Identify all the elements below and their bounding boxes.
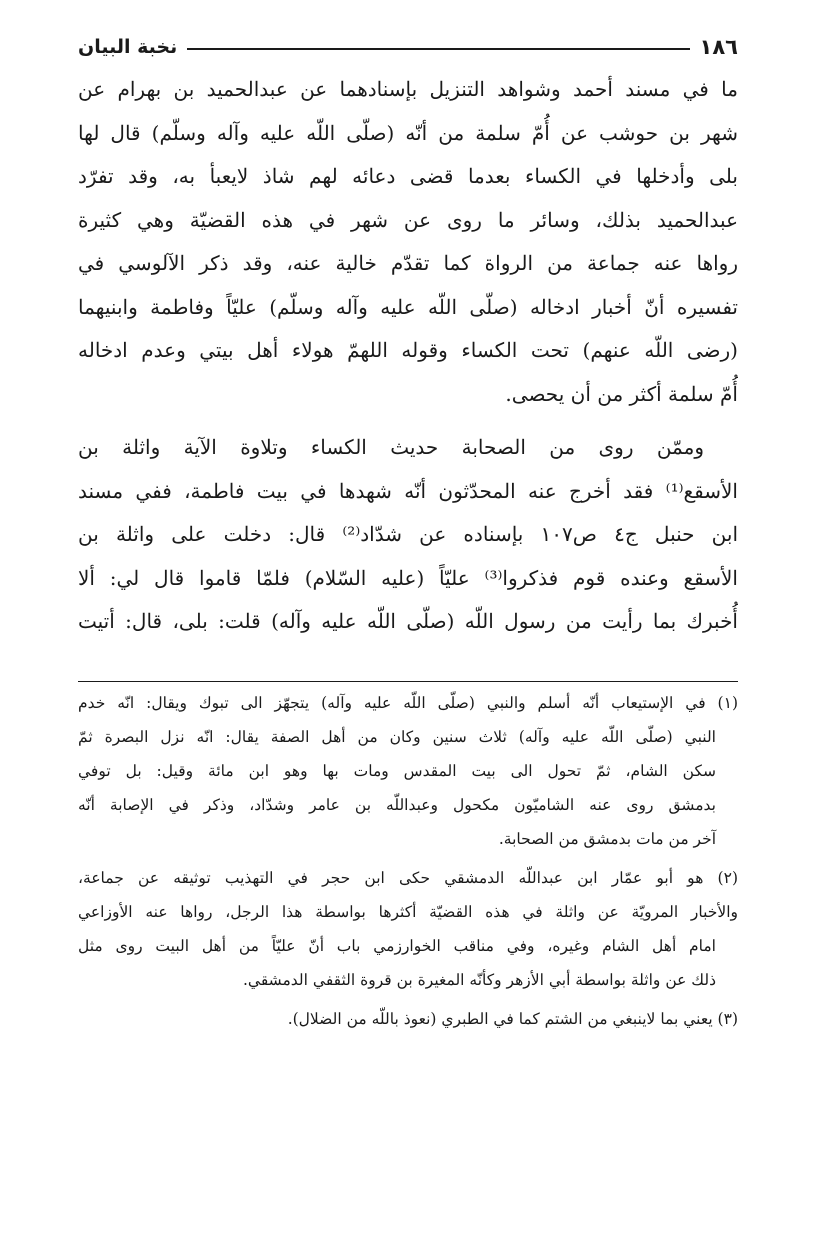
text-line: أُخبرك بما رأيت من رسول اللّه (صلّى اللّه عليه وآله) قلت: بلى، قال: أتيت: [78, 609, 738, 633]
paragraph-gap: [78, 416, 738, 426]
footnote-line: بدمشق روى عنه الشاميّون مكحول وعبداللّه بن عامر وشدّاد، وذكر في الإصابة أنّه: [78, 796, 716, 814]
text-line: وممّن روى من الصحابة حديث الكساء وتلاوة الآية واثلة بن: [78, 435, 704, 459]
text-line: (رضى اللّه عنهم) تحت الكساء وقوله اللهمّ هولاء أهل بيتي وعدم ادخاله: [78, 338, 738, 362]
footnote-line: (٣) يعني بما لاينبغي من الشتم كما في الطبري (نعوذ باللّه من الضلال).: [287, 1010, 738, 1028]
footnote-2: [78, 861, 738, 997]
header-rule: [187, 48, 689, 50]
text-line: شهر بن حوشب عن أُمّ سلمة من أنّه (صلّى اللّه عليه وآله وسلّم) قال لها: [78, 120, 738, 145]
footnote-separator: [78, 681, 738, 682]
footnote-line: آخر من مات بدمشق من الصحابة.: [498, 830, 716, 848]
footnotes: [78, 686, 738, 1036]
footnote-3: [78, 1002, 738, 1036]
footnote-line: (١) في الإستيعاب أنّه أسلم والنبي (صلّى اللّه عليه وآله) يتجهّز الى تبوك ويقال: انّه خدم: [78, 694, 738, 712]
footnote-line: امام أهل الشام وغيره، وفي مناقب الخوارزمي باب أنّ عليّاً من أهل البيت روى مثل: [78, 937, 716, 955]
running-title: نخبة البيان: [78, 36, 178, 58]
footnote-line: سكن الشام، ثمّ تحول الى بيت المقدس ومات بها وهو ابن مائة وقيل: بل توفي: [78, 762, 716, 780]
text-line: ما في مسند أحمد وشواهد التنزيل بإسنادهما عن عبدالحميد بن بهرام عن: [78, 77, 738, 101]
paragraph-2: [78, 426, 738, 644]
text-line: عبدالحميد بذلك، وسائر ما روى عن شهر في هذه القضيّة وهي كثيرة: [78, 207, 738, 232]
footnote-line: والأخبار المرويّة عن واثلة في هذه القضيّة أكثرها بواسطة هذا الرجل، رواها عنه الأوزاعي: [78, 903, 738, 921]
footnote-1: [78, 686, 738, 856]
text-line: تفسيره أنّ أخبار ادخاله (صلّى اللّه عليه وآله وسلّم) عليّاً وفاطمة وابنيهما: [78, 294, 738, 319]
page-header: [78, 30, 738, 64]
footnote-line: (٢) هو أبو عمّار ابن عبداللّه الدمشقي حكى ابن حجر في التهذيب توثيقه عن جماعة،: [78, 869, 738, 887]
text-line: رواها عنه جماعة من الرواة كما تقدّم خالية عنه، وقد ذكر الآلوسي في: [78, 251, 738, 275]
text-line: أُمّ سلمة أكثر من أن يحصى.: [505, 381, 738, 406]
paragraph-1: [78, 68, 738, 416]
text-line: بلى وأدخلها في الكساء بعدما قضى دعائه لهم شاذ لايعبأ به، وقد تفرّد: [78, 164, 738, 188]
text-line: ابن حنبل ج٤ ص١٠٧ بإسناده عن شدّاد⁽²⁾ قال: دخلت على واثلة بن: [78, 522, 738, 546]
footnote-line: ذلك عن واثلة بواسطة أبي الأزهر وكأنّه المغيرة بن قروة الثقفي الدمشقي.: [242, 971, 716, 989]
main-text: [78, 68, 738, 644]
page-number: ١٨٦: [699, 35, 738, 59]
text-line: الأسقع وعنده قوم فذكروا⁽³⁾ عليّاً (عليه السّلام) فلمّا قاموا قال لي: ألا: [78, 565, 738, 590]
text-line: الأسقع⁽¹⁾ فقد أخرج عنه المحدّثون أنّه شهدها في بيت فاطمة، ففي مسند: [78, 478, 738, 503]
footnote-line: النبي (صلّى اللّه عليه وآله) ثلاث سنين وكان من أهل الصفة يقال: انّه نزل البصرة ثمّ: [78, 728, 716, 746]
